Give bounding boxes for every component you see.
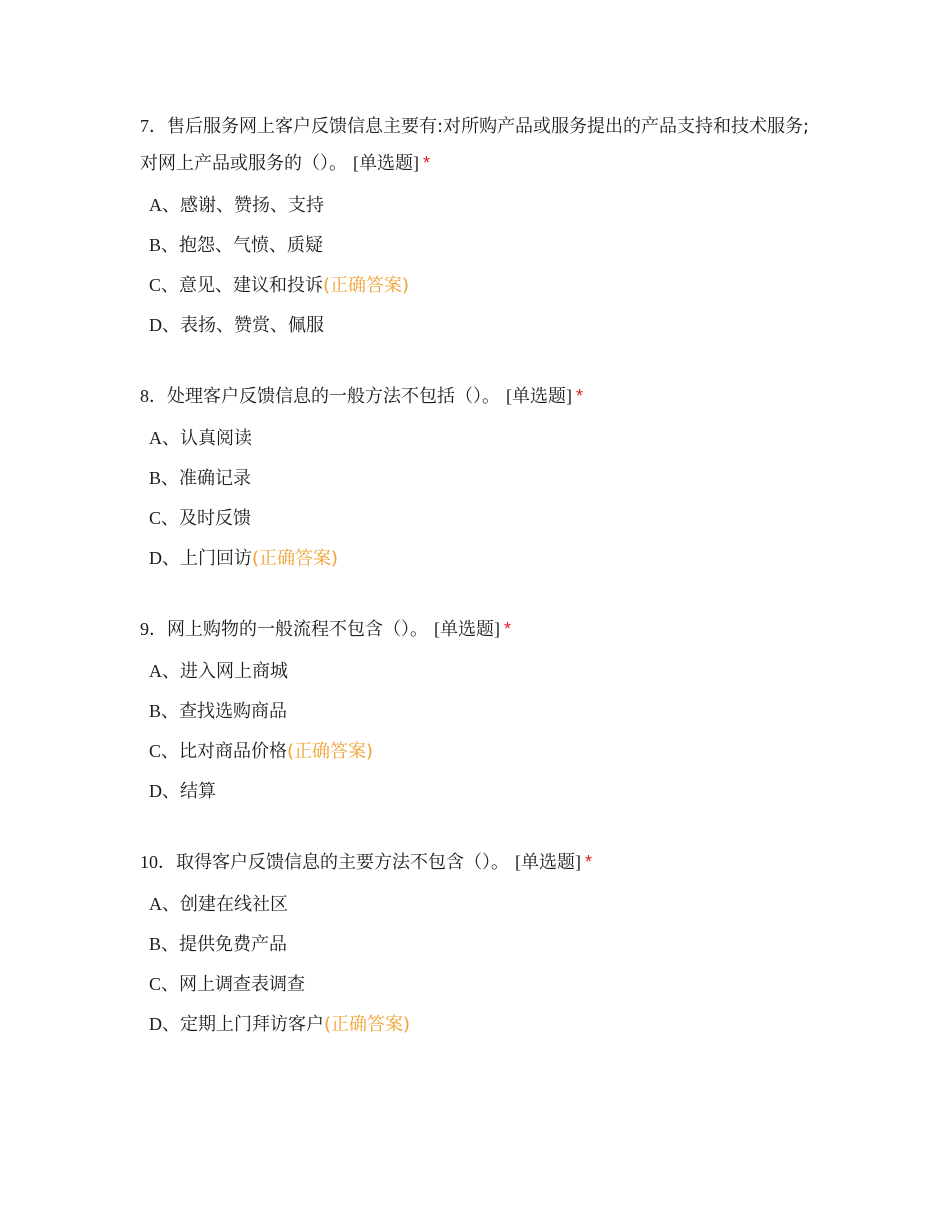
question-title [140,844,820,881]
option-text: 感谢、赞扬、支持 [180,195,324,216]
required-marker: * [585,852,593,872]
question-title [140,378,820,415]
required-marker: * [423,153,431,173]
option-b [140,924,820,964]
option-text: 准确记录 [179,468,252,489]
option-text: 创建在线社区 [180,894,288,915]
option-d [140,771,820,811]
option-text: 表扬、赞赏、佩服 [180,315,324,336]
question-text: 网上购物的一般流程不包含（）。 [167,619,428,640]
question-10 [140,844,820,1044]
option-key: A、 [149,894,180,914]
option-key: D、 [149,1014,180,1034]
option-text: 结算 [180,781,216,802]
option-key: D、 [149,781,180,801]
option-text: 及时反馈 [179,508,252,529]
option-d [140,305,820,345]
option-key: B、 [149,235,180,255]
correct-answer-mark: (正确答案) [252,548,339,569]
option-text: 认真阅读 [180,428,252,449]
option-key: C、 [149,275,180,295]
option-d [140,1004,820,1044]
option-key: A、 [149,195,180,215]
question-text: 取得客户反馈信息的主要方法不包含（）。 [176,852,509,873]
option-key: C、 [149,508,180,528]
option-c [140,265,820,305]
option-d [140,538,820,578]
correct-answer-mark: (正确答案) [324,1014,411,1035]
option-text: 提供免费产品 [179,934,288,955]
question-number: 9． [140,619,167,639]
option-c [140,498,820,538]
question-number: 8． [140,386,167,406]
required-marker: * [504,619,512,639]
correct-answer-mark: (正确答案) [323,275,410,296]
option-key: D、 [149,548,180,568]
required-marker: * [576,386,584,406]
option-key: B、 [149,934,180,954]
option-text: 网上调查表调查 [179,974,306,995]
option-a [140,185,820,225]
question-text: 处理客户反馈信息的一般方法不包括（）。 [167,386,500,407]
option-text: 意见、建议和投诉 [179,275,324,296]
question-type: [单选题] [353,153,419,173]
question-number: 7． [140,116,167,136]
option-key: A、 [149,428,180,448]
option-key: B、 [149,468,180,488]
question-8 [140,378,820,578]
option-c [140,731,820,771]
option-a [140,651,820,691]
option-a [140,418,820,458]
option-key: B、 [149,701,180,721]
option-key: C、 [149,741,180,761]
question-list [140,108,820,1077]
question-type: [单选题] [515,852,581,872]
option-a [140,884,820,924]
option-c [140,964,820,1004]
question-type: [单选题] [434,619,500,639]
option-text: 查找选购商品 [179,701,288,722]
option-text: 上门回访 [180,548,252,569]
question-7 [140,108,820,345]
option-text: 进入网上商城 [180,661,288,682]
option-b [140,225,820,265]
option-key: A、 [149,661,180,681]
option-b [140,458,820,498]
option-text: 比对商品价格 [179,741,288,762]
question-9 [140,611,820,811]
option-key: C、 [149,974,180,994]
option-text: 定期上门拜访客户 [180,1014,324,1035]
option-key: D、 [149,315,180,335]
question-text: 售后服务网上客户反馈信息主要有:对所购产品或服务提出的产品支持和技术服务;对网上产品或服务的（）。 [140,116,810,174]
question-title [140,611,820,648]
question-title [140,108,820,182]
option-text: 抱怨、气愤、质疑 [179,235,324,256]
question-number: 10． [140,852,176,872]
question-type: [单选题] [506,386,572,406]
option-b [140,691,820,731]
correct-answer-mark: (正确答案) [287,741,374,762]
